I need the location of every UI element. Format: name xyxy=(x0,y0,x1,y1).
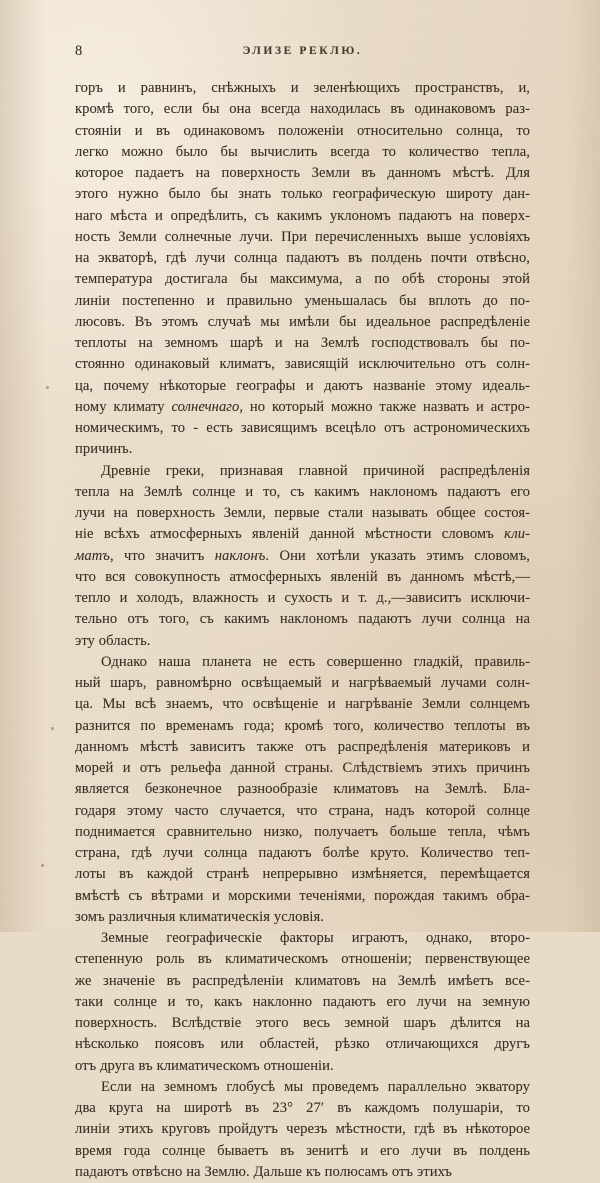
text-line-with-measurement: два круга на широтѣ въ 23° 27′ въ каждомъ полушарiи, то xyxy=(75,1100,531,1116)
text-line: тепло и холодъ, влажность и сухость и т. д.,—зависитъ исключи- xyxy=(75,590,530,606)
text-line: наго мѣста и опредѣлить, съ какимъ уклономъ падаютъ на поверх- xyxy=(75,207,530,224)
text-line: этого нужно было бы знать только географическую широту дан- xyxy=(75,186,530,203)
text-line: ный шаръ, равномѣрно освѣщаемый и нагрѣваемый лучами солн- xyxy=(75,675,530,691)
text-line: время года солнце бываетъ въ зенитѣ и его лучи въ полдень xyxy=(75,1142,530,1159)
text-line: на экваторѣ, гдѣ лучи солнца падаютъ въ полдень почти отвѣсно, xyxy=(75,250,530,266)
italic-term: кли- xyxy=(504,526,530,543)
text-line-italic-solnechnago: ному климату солнечнаго, но который можно также назвать и астро- xyxy=(75,398,530,415)
text-line: эту область. xyxy=(75,632,151,649)
text-line: падаютъ отвѣсно на Землю. Дальше къ полюсамъ отъ этихъ xyxy=(75,1163,452,1180)
text-line: стоянно одинаковый климатъ, зависящiй исключительно отъ солн- xyxy=(75,356,530,373)
text-line-italic-klimat-a: нiе всѣхъ атмосферныхъ явленiй данной мѣстности словомъ кли- xyxy=(75,526,530,543)
text-line: лучи на поверхность Земли, первые стали называть общее состоя- xyxy=(75,505,530,521)
right-edge-shadow xyxy=(566,0,600,932)
text-line: номическимъ, то - есть зависящимъ всецѣло отъ астрономическихъ xyxy=(75,420,530,436)
text-line: нѣсколько поясовъ или областей, рѣзко отличающихся другъ xyxy=(75,1036,530,1053)
text-line: ца, почему нѣкоторые географы и даютъ названiе этому идеаль- xyxy=(75,377,530,394)
text-line: данномъ мѣстѣ зависитъ также отъ распредѣленiя материковъ и xyxy=(75,738,530,755)
text-line: вмѣстѣ съ вѣтрами и морскими теченiями, порождая такимъ обра- xyxy=(75,887,530,904)
text-line: годаря этому часто случается, что страна, надъ которой солнце xyxy=(75,802,530,819)
paragraph-4 xyxy=(75,928,530,1077)
latitude-value: 23° 27′ xyxy=(272,1100,325,1116)
text-line: температура достигала бы максимума, а по обѣ стороны этой xyxy=(75,271,530,288)
text-block xyxy=(75,78,530,1183)
text-line: разнится по временамъ года; кромѣ того, количество теплоты въ xyxy=(75,717,530,734)
paragraph-5 xyxy=(75,1077,530,1183)
text-line: лоты въ каждой странѣ непрерывно измѣняется, перемѣщается xyxy=(75,866,530,883)
text-line: морей и отъ рельефа данной страны. Слѣдствiемъ этихъ причинъ xyxy=(75,760,530,776)
text-line: линiи постепенно и правильно уменьшалась бы вплоть до по- xyxy=(75,292,530,309)
paragraph-2 xyxy=(75,461,530,652)
text-line: Земные географическiе факторы играютъ, однако, второ- xyxy=(101,930,530,946)
paper-speck xyxy=(46,386,49,389)
italic-term: солнечнаго xyxy=(171,398,240,415)
running-title: ЭЛИЗЕ РЕКЛЮ. xyxy=(242,45,363,57)
gutter-shadow xyxy=(0,0,46,932)
text-line: люсовъ. Въ этомъ случаѣ мы имѣли бы идеальное распредѣленiе xyxy=(75,313,530,330)
paragraph-3 xyxy=(75,652,530,928)
text-line: что вся совокупность атмосферныхъ явленiй въ данномъ мѣстѣ,— xyxy=(75,568,530,585)
text-line: горъ и равнинъ, снѣжныхъ и зеленѣющихъ пространствъ, и, xyxy=(75,80,530,96)
text-line-italic-klimat-b: матъ, что значитъ наклонъ. Они хотѣли указать этимъ словомъ, xyxy=(75,547,530,564)
text-line: теплоты на земномъ шарѣ и на Землѣ господствовалъ бы по- xyxy=(75,335,530,351)
page-number: 8 xyxy=(75,43,83,59)
text-line: степенную роль въ климатическомъ отношенiи; первенствующее xyxy=(75,951,530,968)
text-line: Древнiе греки, признавая главной причиной распредѣленiя xyxy=(101,462,530,479)
text-line: стоянiи и въ одинаковомъ положенiи относительно солнца, то xyxy=(75,122,530,139)
text-line: легко можно было бы вычислить всегда то количество тепла, xyxy=(75,143,530,160)
text-line: Однако наша планета не есть совершенно гладкiй, правиль- xyxy=(101,653,530,670)
running-head xyxy=(75,43,530,65)
text-line: же значенiе въ распредѣленiи климатовъ на Землѣ имѣетъ все- xyxy=(75,972,530,989)
paper-speck xyxy=(41,864,44,867)
text-line: поверхность. Вслѣдствiе этого весь земной шаръ дѣлится на xyxy=(75,1015,530,1031)
text-line: страна, гдѣ лучи солнца падаютъ болѣе круто. Количество теп- xyxy=(75,845,530,861)
text-line: ность Земли солнечные лучи. При перечисленныхъ выше условiяхъ xyxy=(75,228,530,245)
text-line: зомъ различныя климатическiя условiя. xyxy=(75,908,324,925)
text-line: тепла на Землѣ солнце и то, съ какимъ наклономъ падаютъ его xyxy=(75,483,530,500)
paragraph-1 xyxy=(75,78,530,461)
text-line: является безконечное разнообразiе климатовъ на Землѣ. Бла- xyxy=(75,781,530,798)
text-line: отъ друга въ климатическомъ отношенiи. xyxy=(75,1057,334,1074)
paper-speck xyxy=(51,727,54,730)
text-line: таки солнце и то, какъ наклонно падаютъ его лучи на земную xyxy=(75,993,530,1010)
italic-term: матъ xyxy=(75,547,110,564)
text-line: поднимается сравнительно низко, получаетъ больше тепла, чѣмъ xyxy=(75,823,530,840)
text-line: ца. Мы всѣ знаемъ, что освѣщенiе и нагрѣванiе Земли солнцемъ xyxy=(75,696,530,713)
text-line: причинъ. xyxy=(75,441,133,458)
text-line: которое падаетъ на поверхность Земли въ данномъ мѣстѣ. Для xyxy=(75,165,530,181)
text-line: Если на земномъ глобусѣ мы проведемъ параллельно экватору xyxy=(101,1078,530,1095)
text-line: кромѣ того, если бы она всегда находилась въ одинаковомъ раз- xyxy=(75,101,530,118)
italic-term: наклонъ xyxy=(214,547,266,564)
text-line: линiи этихъ круговъ пройдутъ черезъ мѣстности, гдѣ въ нѣкоторое xyxy=(75,1121,530,1138)
text-line: тельно отъ того, съ какимъ наклономъ падаютъ лучи солнца на xyxy=(75,611,530,628)
